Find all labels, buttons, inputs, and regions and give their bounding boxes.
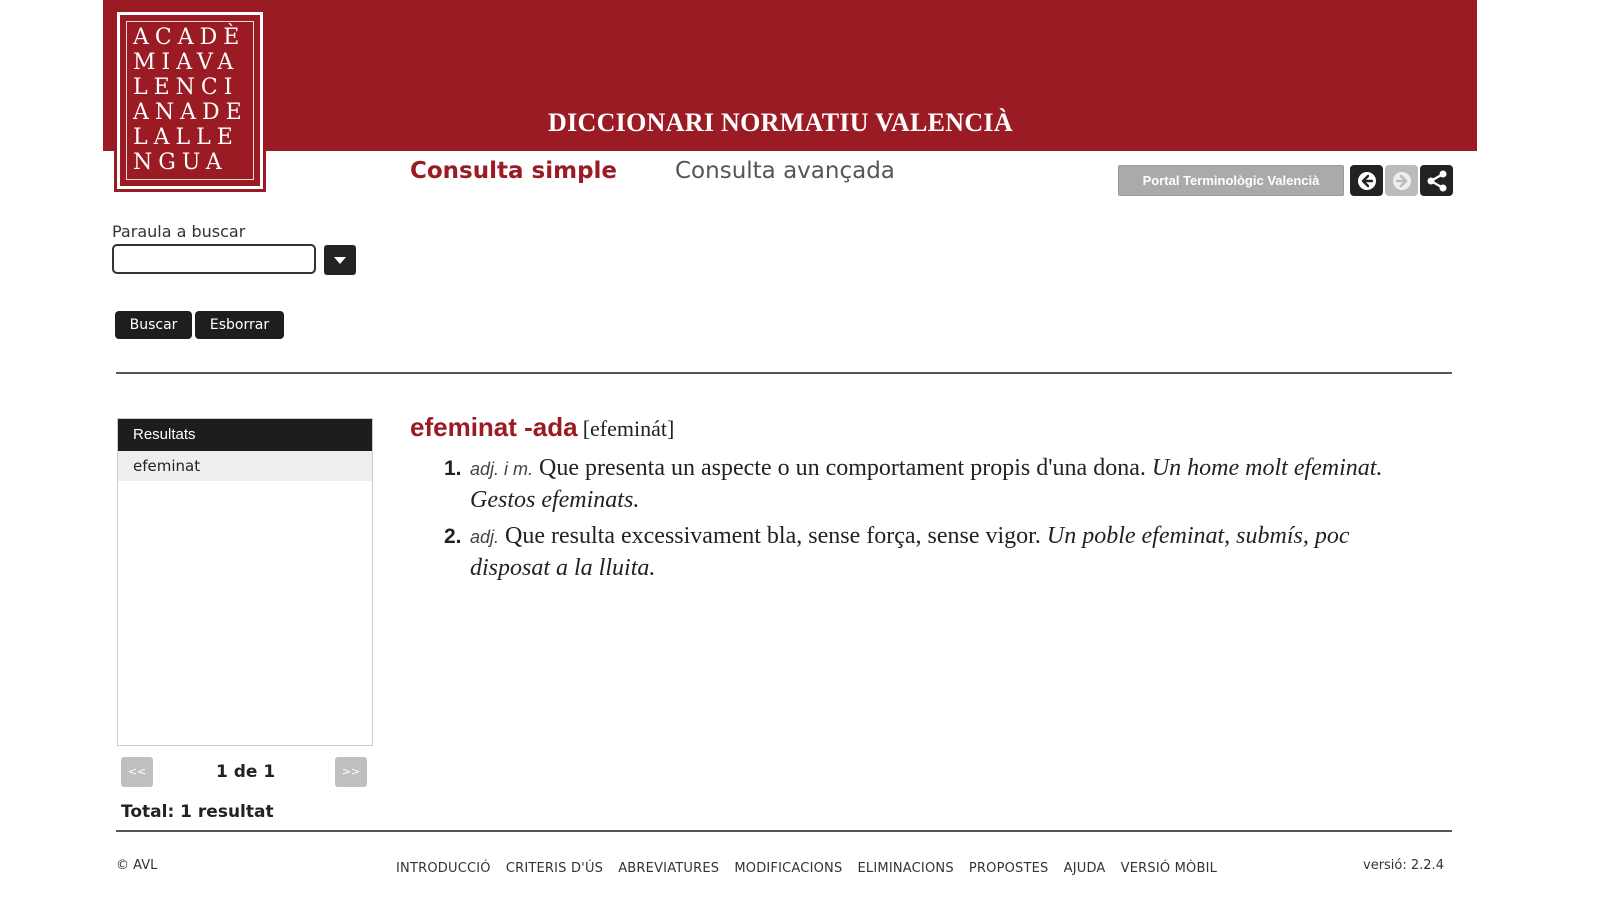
app-title: DICCIONARI NORMATIU VALENCIÀ [548,108,1013,137]
footer-link-versio-mobil[interactable]: VERSIÓ MÒBIL [1120,861,1218,876]
sense-number: 2. [444,525,462,548]
logo-row: ANADE [133,100,248,125]
results-panel [117,418,373,746]
grammar-tag: adj. [470,527,500,547]
sense-text [470,455,1382,513]
next-page-button[interactable]: >> [335,757,367,787]
footer-nav [396,857,1227,876]
footer-link-introduccio[interactable]: INTRODUCCIÓ [396,861,491,876]
sense-number: 1. [444,457,462,480]
search-label: Paraula a buscar [112,222,246,241]
sense-definition: Que resulta excessivament bla, sense força, sense vigor. [505,523,1041,549]
footer-link-criteris[interactable]: CRITERIS D'ÚS [505,861,604,876]
clear-button[interactable]: Esborrar [195,311,284,339]
search-button[interactable]: Buscar [115,311,192,339]
sense-item [410,453,1410,516]
portal-terminologic-button[interactable]: Portal Terminològic Valencià [1118,165,1344,196]
pronunciation: [efeminát] [582,416,675,441]
sense-text [470,523,1349,581]
logo-lettering [126,21,254,180]
sense-example: Un poble efeminat, submís, poc disposat a la lluita. [470,523,1350,581]
logo-row: LALLE [133,125,239,150]
footer-link-ajuda[interactable]: AJUDA [1063,861,1106,876]
previous-page-button[interactable]: << [121,757,153,787]
footer-link-modificacions[interactable]: MODIFICACIONS [734,861,843,876]
senses-list [410,453,1410,584]
results-header: Resultats [118,419,372,451]
headword: efeminat -ada [410,412,578,442]
dictionary-entry [410,412,1410,589]
entry-heading [410,412,1410,443]
logo-row: MIAVA [133,50,240,75]
share-icon [1425,169,1449,193]
footer-link-eliminacions[interactable]: ELIMINACIONS [857,861,954,876]
avl-logo[interactable] [117,12,263,189]
forward-arrow-icon [1391,170,1413,192]
chevron-down-icon [334,257,346,264]
grammar-tag: adj. i m. [470,459,534,479]
copyright: © AVL [116,858,158,873]
back-button[interactable] [1350,165,1383,196]
tab-consulta-avancada[interactable]: Consulta avançada [675,158,895,184]
sense-item [410,521,1410,584]
sense-definition: Que presenta un aspecte o un comportament propis d'una dona. [539,455,1146,481]
logo-row: ACADÈ [133,25,246,50]
search-dropdown-button[interactable] [324,245,356,275]
search-input[interactable] [112,244,316,274]
results-total: Total: 1 resultat [121,802,274,822]
result-item[interactable]: efeminat [118,451,372,481]
tab-consulta-simple[interactable]: Consulta simple [410,158,618,184]
divider [116,372,1452,374]
divider [116,830,1452,832]
footer-link-propostes[interactable]: PROPOSTES [968,861,1049,876]
back-arrow-icon [1356,170,1378,192]
footer-link-abreviatures[interactable]: ABREVIATURES [618,861,720,876]
logo-row: NGUA [133,150,228,175]
forward-button[interactable] [1385,165,1418,196]
version-label: versió: 2.2.4 [1363,858,1444,873]
page-indicator: 1 de 1 [216,762,276,782]
logo-row: LENCI [133,75,239,100]
share-button[interactable] [1420,165,1453,196]
sense-example: Un home molt efeminat. Gestos efeminats. [470,455,1383,513]
